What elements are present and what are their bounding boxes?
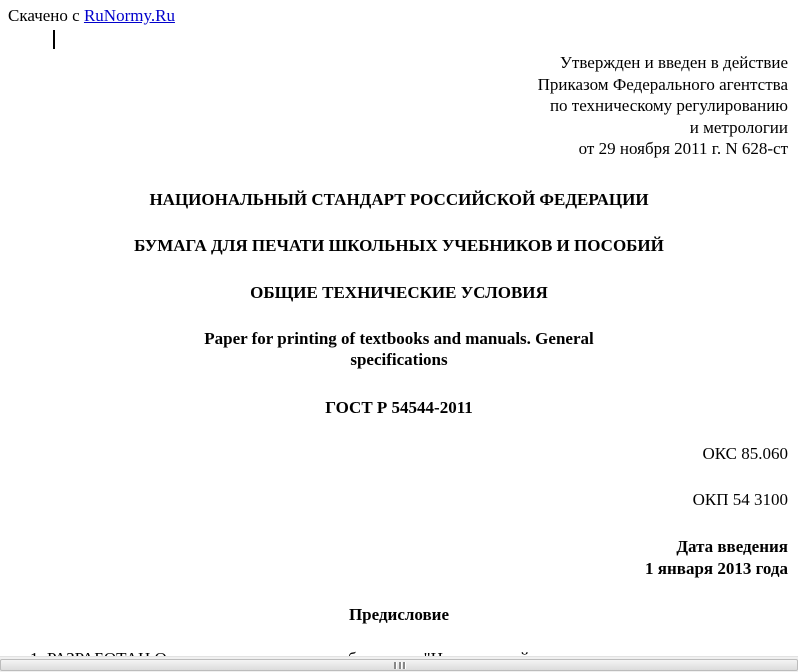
approval-line: от 29 ноября 2011 г. N 628-ст [578, 139, 788, 158]
foreword-heading: Предисловие [348, 605, 450, 624]
approval-line: Приказом Федерального агентства [537, 74, 788, 94]
introduction-date-block [645, 536, 788, 579]
oks-code: ОКС 85.060 [702, 444, 788, 463]
approval-line: Утвержден и введен в действие [559, 53, 788, 72]
approval-line: по техническому регулированию [549, 96, 788, 115]
source-line [8, 6, 175, 26]
okp-code: ОКП 54 3100 [692, 490, 788, 509]
scrollbar-grip-icon [394, 662, 406, 669]
approval-line: и метрологии [689, 117, 788, 137]
introduction-date-label: Дата введения [676, 537, 788, 556]
introduction-date-value: 1 января 2013 года [645, 558, 788, 578]
document-subtitle: ОБЩИЕ ТЕХНИЧЕСКИЕ УСЛОВИЯ [250, 283, 548, 302]
horizontal-scrollbar[interactable] [0, 656, 798, 672]
gost-number: ГОСТ Р 54544-2011 [325, 398, 473, 417]
english-title-line: Paper for printing of textbooks and manuals. General [204, 329, 594, 348]
approval-block [538, 52, 788, 160]
text-cursor [53, 30, 55, 49]
national-standard-heading: НАЦИОНАЛЬНЫЙ СТАНДАРТ РОССИЙСКОЙ ФЕДЕРАЦИИ [149, 190, 649, 209]
source-prefix: Скачено с [8, 6, 84, 25]
source-link[interactable]: RuNormy.Ru [83, 6, 175, 25]
document-title: БУМАГА ДЛЯ ПЕЧАТИ ШКОЛЬНЫХ УЧЕБНИКОВ И ПОСОБИЙ [134, 236, 664, 255]
english-title-line: specifications [350, 350, 448, 369]
scrollbar-thumb[interactable] [0, 659, 798, 671]
english-title [0, 328, 798, 370]
